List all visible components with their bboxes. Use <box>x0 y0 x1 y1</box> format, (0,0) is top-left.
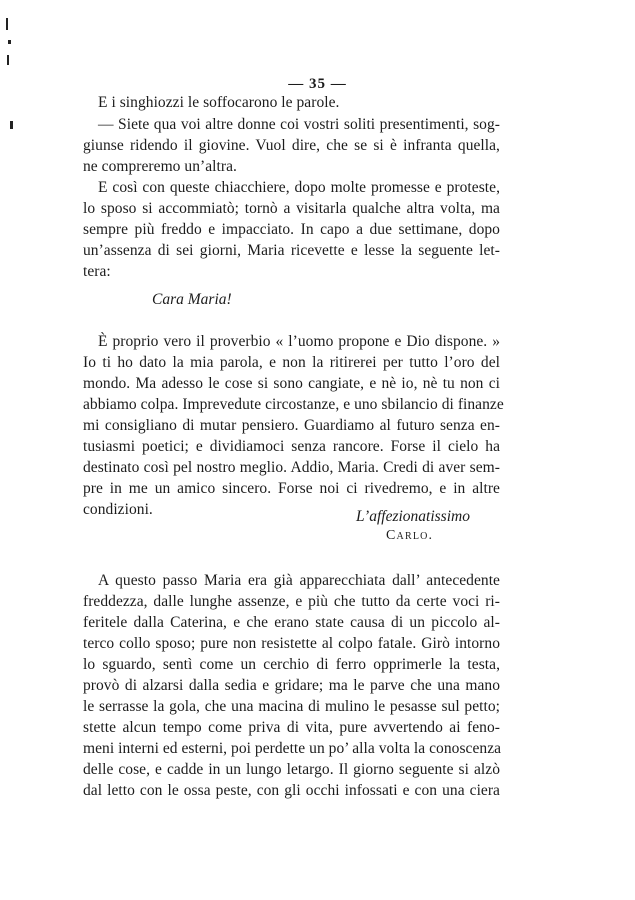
text-line: provò di alzarsi dalla sedia e gridare; ma le parve che una mano <box>83 677 500 694</box>
text-line: un’assenza di sei giorni, Maria ricevette e lesse la seguente let- <box>83 242 500 259</box>
text-line: A questo passo Maria era già apparecchiata dall’ antecedente <box>98 572 500 589</box>
letter-line: tusiasmi poetici; e dividiamoci senza rancore. Forse il cielo ha <box>83 438 500 455</box>
text-line: — Siete qua voi altre donne coi vostri soliti presentimenti, sog- <box>98 116 500 133</box>
scan-margin-mark <box>7 55 9 65</box>
text-line: E i singhiozzi le soffocarono le parole. <box>98 94 340 111</box>
text-line: ne compreremo un’altra. <box>83 158 237 175</box>
letter-closing: L’affezionatissimo <box>356 508 470 525</box>
text-line: lo sguardo, sentì come un cerchio di ferro opprimerle la testa, <box>83 656 500 673</box>
letter-line: mi consigliano di mutar pensiero. Guardiamo al futuro senza en- <box>83 417 500 434</box>
letter-line: Io ti ho dato la mia parola, e non la ritirerei per tutto l’oro del <box>83 354 500 371</box>
letter-line: mondo. Ma adesso le cose si sono cangiate, e nè io, nè tu non ci <box>83 375 500 392</box>
text-line: stette alcun tempo come priva di vita, pure avvertendo ai feno- <box>83 719 500 736</box>
text-line: sempre più freddo e impacciato. In capo a due settimane, dopo <box>83 221 500 238</box>
scan-margin-mark <box>6 18 8 30</box>
letter-line: abbiamo colpa. Imprevedute circostanze, e uno sbilancio di finanze <box>83 396 504 413</box>
text-line: E così con queste chiacchiere, dopo molte promesse e proteste, <box>98 179 500 196</box>
text-line: tera: <box>83 263 111 280</box>
text-line: meni interni ed esterni, poi perdette un po’ alla volta la conoscenza <box>83 740 502 757</box>
scan-margin-mark <box>10 121 13 129</box>
letter-line: È proprio vero il proverbio « l’uomo propone e Dio dispone. » <box>98 333 500 350</box>
text-line: le serrasse la gola, che una macina di mulino le pesasse sul petto; <box>83 698 500 715</box>
text-line: lo sposo si accommiatò; tornò a visitarla qualche altra volta, ma <box>83 200 500 217</box>
letter-line: destinato così pel nostro meglio. Addio, Maria. Credi di aver sem- <box>83 459 500 476</box>
letter-signature: Carlo. <box>386 528 434 543</box>
text-line: delle cose, e cadde in un lungo letargo. Il giorno seguente si alzò <box>83 761 500 778</box>
text-line: dal letto con le ossa peste, con gli occhi infossati e con una ciera <box>83 782 500 799</box>
text-line: feritele dalla Caterina, e che erano state causa di un piccolo al- <box>83 614 500 631</box>
text-line: terco collo sposo; pure non resistette al colpo fatale. Girò intorno <box>83 635 500 652</box>
text-line: freddezza, dalle lunghe assenze, e più che tutto da certe voci ri- <box>83 593 500 610</box>
letter-salutation: Cara Maria! <box>152 291 232 308</box>
letter-line: pre in me un amico sincero. Forse noi ci rivedremo, e in altre <box>83 480 500 497</box>
text-line: giunse ridendo il giovine. Vuol dire, che se si è infranta quella, <box>83 137 500 154</box>
letter-line: condizioni. <box>83 501 153 518</box>
page-number: — 35 — <box>288 76 347 92</box>
scan-margin-mark <box>8 40 11 44</box>
